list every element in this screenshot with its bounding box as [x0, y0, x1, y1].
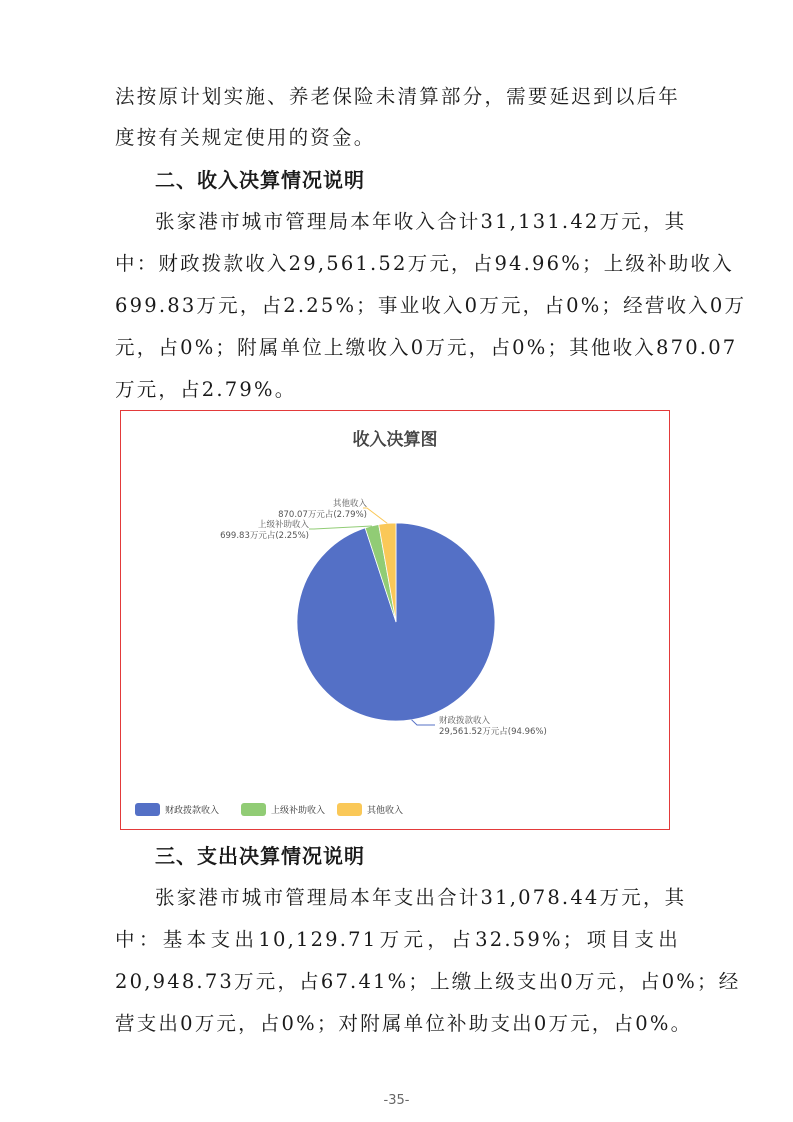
legend-label[interactable]: 上级补助收入 [271, 806, 326, 816]
legend-swatch[interactable] [337, 803, 362, 816]
paragraph-line: 营支出0万元，占0%；对附属单位补助支出0万元，占0%。 [115, 1012, 693, 1035]
page-number: -35- [383, 1093, 410, 1108]
legend-label[interactable]: 其他收入 [367, 806, 404, 816]
legend-swatch[interactable] [241, 803, 266, 816]
paragraph-line: 699.83万元，占2.25%；事业收入0万元，占0%；经营收入0万 [115, 294, 747, 317]
section-heading-expense: 三、支出决算情况说明 [155, 844, 365, 868]
paragraph-line: 度按有关规定使用的资金。 [115, 126, 376, 149]
paragraph-line: 元，占0%；附属单位上缴收入0万元，占0%；其他收入870.07 [115, 336, 738, 359]
income-chart-frame [120, 410, 670, 830]
paragraph-line: 20,948.73万元，占67.41%；上缴上级支出0万元，占0%；经 [115, 970, 741, 993]
chart-title: 收入决算图 [352, 430, 438, 450]
paragraph-line: 张家港市城市管理局本年支出合计31,078.44万元，其 [155, 886, 687, 909]
slice-value-label: 29,561.52万元占(94.96%) [439, 727, 547, 737]
paragraph-line: 张家港市城市管理局本年收入合计31,131.42万元，其 [155, 210, 687, 233]
income-pie-chart [121, 411, 668, 828]
label-leader-line [412, 720, 435, 725]
slice-value-label: 870.07万元占(2.79%) [278, 510, 367, 520]
paragraph-line: 法按原计划实施、养老保险未清算部分，需要延迟到以后年 [115, 85, 680, 108]
legend-label[interactable]: 财政拨款收入 [165, 806, 220, 816]
legend-swatch[interactable] [135, 803, 160, 816]
slice-name-label: 其他收入 [332, 499, 367, 509]
paragraph-line: 万元，占2.79%。 [115, 378, 297, 401]
paragraph-line: 中：基本支出10,129.71万元，占32.59%；项目支出 [115, 928, 680, 951]
paragraph-line: 中：财政拨款收入29,561.52万元，占94.96%；上级补助收入 [115, 252, 734, 275]
slice-name-label: 财政拨款收入 [439, 716, 491, 726]
slice-value-label: 699.83万元占(2.25%) [220, 531, 309, 541]
slice-name-label: 上级补助收入 [257, 520, 309, 530]
section-heading-income: 二、收入决算情况说明 [155, 168, 365, 192]
